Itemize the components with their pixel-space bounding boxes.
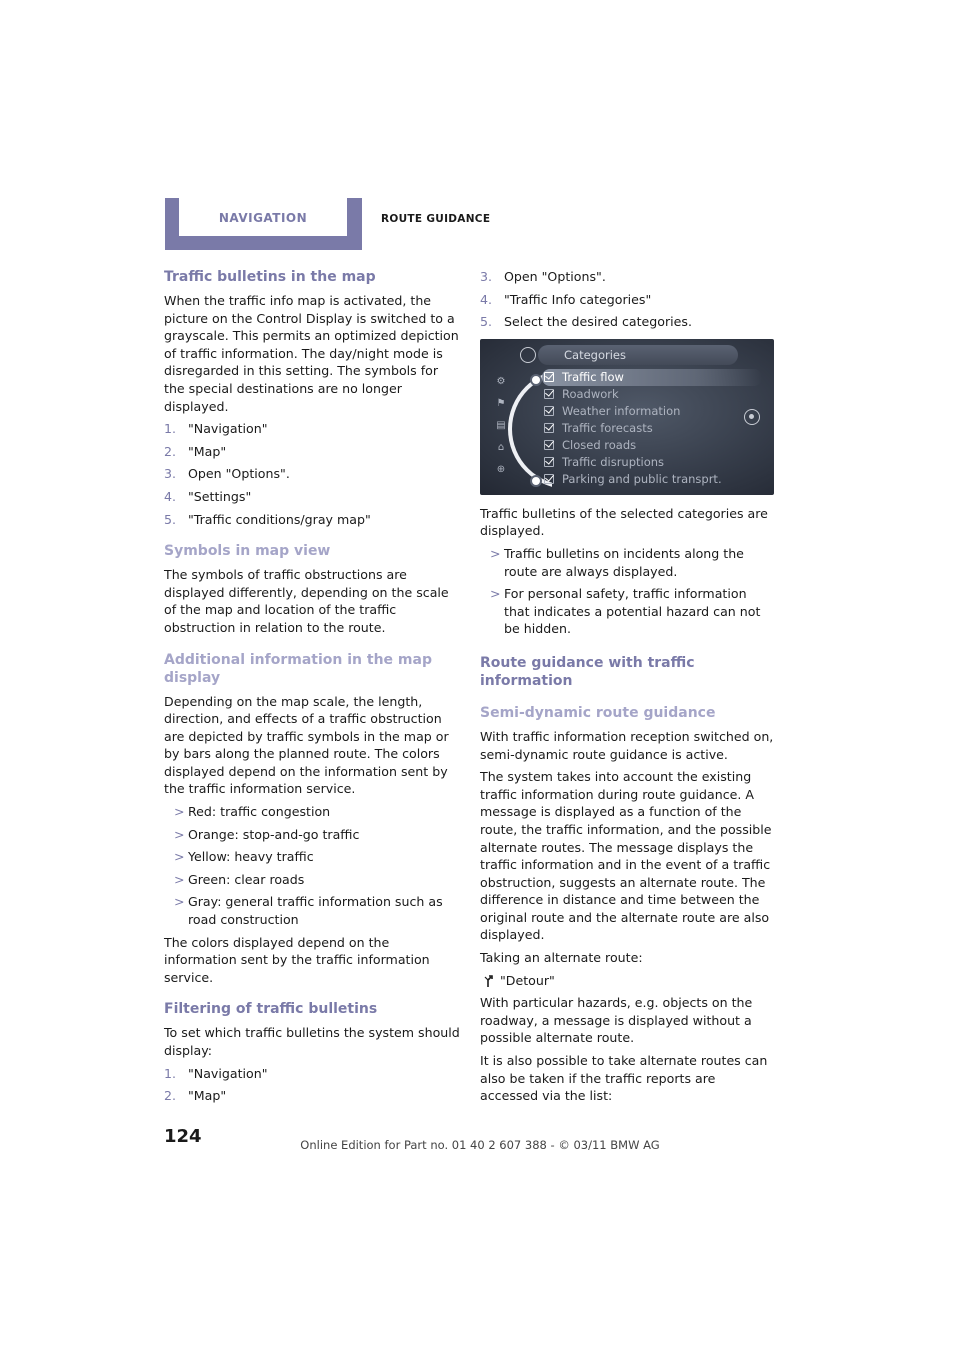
bullet-marker: >	[174, 849, 185, 865]
list-item	[164, 488, 460, 506]
steps-list	[164, 1065, 460, 1105]
list-item	[164, 465, 460, 483]
list-item	[164, 871, 460, 889]
step-text: "Traffic conditions/gray map"	[188, 511, 371, 527]
checkbox-icon	[544, 457, 554, 467]
bullet-marker: >	[174, 826, 185, 842]
step-text: "Settings"	[188, 488, 252, 504]
list-item	[164, 826, 460, 844]
list-item	[480, 313, 776, 331]
side-icon: ⌂	[497, 441, 505, 453]
paragraph: It is also possible to take alternate routes can also be taken if the traffic reports are accessed via the list:	[480, 1053, 768, 1104]
list-item	[164, 1065, 460, 1083]
paragraph: Depending on the map scale, the length, direction, and effects of a traffic obstruction are depicted by traffic symbols in the map or by bars along the planned route. The colors displayed depend on the information sent by the traffic information service.	[164, 693, 449, 797]
controller-knob-bottom	[530, 475, 542, 487]
section-filtering	[164, 1000, 460, 1104]
checkbox-icon	[544, 474, 554, 484]
list-item	[164, 803, 460, 821]
section-additional-info	[164, 651, 460, 987]
paragraph: When the traffic info map is activated, the picture on the Control Display is switched to a grayscale. This permits an optimized depiction of traffic information. The day/night mode is disregarded in this setting. The symbols for the special destinations are no longer displayed.	[164, 293, 459, 414]
section-tag: NAVIGATION	[218, 211, 308, 225]
step-number: 1.	[164, 421, 177, 437]
heading-route-guidance-traffic: Route guidance with traffic information	[480, 654, 695, 689]
side-icon: ⚙	[496, 375, 506, 387]
options-icon	[744, 409, 760, 425]
step-text: Open "Options".	[504, 269, 606, 284]
bullet-list	[480, 545, 776, 638]
detour-label: "Detour"	[500, 972, 555, 988]
bullet-text: Gray: general traffic information such as road construction	[188, 894, 443, 928]
category-item[interactable]	[542, 437, 762, 454]
category-label: Traffic flow	[562, 369, 624, 384]
paragraph: Taking an alternate route:	[480, 950, 643, 966]
category-label: Parking and public transprt.	[562, 471, 722, 486]
side-icon: ▤	[496, 419, 506, 431]
step-number: 1.	[164, 1065, 177, 1081]
bullet-text: Traffic bulletins on incidents along the route are always displayed.	[504, 545, 744, 579]
list-item	[164, 420, 460, 438]
category-item[interactable]	[542, 403, 762, 420]
list-item	[164, 893, 460, 928]
step-text: Open "Options".	[188, 466, 290, 482]
list-item	[480, 268, 776, 286]
category-label: Traffic disruptions	[562, 454, 665, 469]
category-item[interactable]	[542, 420, 762, 437]
bullet-text: Red: traffic congestion	[188, 804, 331, 820]
category-list	[542, 369, 762, 488]
step-number: 3.	[480, 269, 493, 284]
step-text: "Map"	[188, 443, 227, 459]
step-text: "Traffic Info categories"	[504, 291, 652, 307]
paragraph: Traffic bulletins of the selected categories are displayed.	[480, 505, 768, 539]
bullet-marker: >	[174, 871, 185, 887]
bullet-marker: >	[174, 894, 185, 910]
step-text: Select the desired categories.	[504, 314, 692, 330]
paragraph: To set which traffic bulletins the system should display:	[164, 1025, 460, 1058]
heading-filtering: Filtering of traffic bulletins	[164, 1001, 378, 1018]
list-item	[164, 443, 460, 461]
section-symbols-map-view	[164, 542, 460, 636]
heading-symbols-map-view: Symbols in map view	[164, 543, 331, 560]
chapter-tag: ROUTE GUIDANCE	[381, 213, 491, 225]
bullet-marker: >	[490, 586, 501, 602]
list-item	[164, 1087, 460, 1105]
bullet-text: Yellow: heavy traffic	[188, 849, 314, 865]
category-label: Roadwork	[562, 386, 619, 401]
list-item	[164, 848, 460, 866]
checkbox-icon	[544, 440, 554, 450]
heading-additional-info: Additional information in the map display	[164, 651, 432, 686]
checkbox-icon	[544, 372, 554, 382]
section-semi-dynamic	[480, 704, 776, 1105]
controller-knob-top	[530, 374, 542, 386]
steps-list	[480, 268, 776, 331]
step-number: 3.	[164, 466, 177, 482]
checkbox-icon	[544, 389, 554, 399]
section-route-guidance-traffic	[480, 654, 776, 690]
bullet-text: For personal safety, traffic information that indicates a potential hazard can not be hidden.	[504, 586, 761, 637]
section-traffic-bulletins-map	[164, 268, 460, 528]
bullet-marker: >	[174, 804, 185, 820]
category-item[interactable]	[542, 386, 762, 403]
checkbox-icon	[544, 423, 554, 433]
side-icon: ⚑	[496, 397, 506, 409]
step-text: "Map"	[188, 1088, 227, 1104]
color-bullet-list	[164, 803, 460, 929]
screen-title: Categories	[538, 345, 738, 365]
paragraph: With traffic information reception switched on, semi-dynamic route guidance is active.	[480, 728, 774, 762]
back-icon	[520, 347, 536, 363]
list-item	[480, 545, 776, 580]
heading-traffic-bulletins-map: Traffic bulletins in the map	[164, 269, 376, 285]
control-display-screenshot	[480, 339, 774, 495]
paragraph: The symbols of traffic obstructions are displayed differently, depending on the scale of the map and location of the traffic obstruction in relation to the route.	[164, 567, 449, 635]
footer-edition-note: Online Edition for Part no. 01 40 2 607 388 - © 03/11 BMW AG	[300, 1138, 660, 1152]
checkbox-icon	[544, 406, 554, 416]
left-column	[164, 268, 460, 1119]
paragraph: The system takes into account the existing traffic information during route guidance. A message is displayed as a function of the route, the traffic information, and the possible alternate routes. The message displays the traffic information and in the event of a traffic obstruction, suggests an alternate route. The difference in distance and time between the original route and the alternate route are also displayed.	[480, 769, 772, 943]
list-item	[480, 585, 776, 638]
category-item[interactable]	[542, 454, 762, 471]
bullet-marker: >	[490, 545, 501, 561]
step-number: 4.	[480, 291, 493, 307]
step-number: 2.	[164, 443, 177, 459]
step-number: 4.	[164, 488, 177, 504]
right-column	[480, 268, 776, 1119]
category-item[interactable]	[542, 471, 762, 488]
paragraph: The colors displayed depend on the information sent by the traffic information service.	[164, 934, 430, 985]
step-number: 5.	[480, 314, 493, 330]
category-item[interactable]	[542, 369, 762, 386]
step-text: "Navigation"	[188, 421, 268, 437]
category-label: Closed roads	[562, 437, 637, 452]
step-number: 5.	[164, 511, 177, 527]
list-item	[164, 511, 460, 529]
steps-list	[164, 420, 460, 528]
step-number: 2.	[164, 1088, 177, 1104]
detour-icon	[482, 974, 494, 988]
category-label: Traffic forecasts	[562, 420, 653, 435]
side-icon: ⊕	[496, 463, 506, 475]
step-text: "Navigation"	[188, 1065, 268, 1081]
bullet-text: Orange: stop-and-go traffic	[188, 826, 360, 842]
heading-semi-dynamic: Semi-dynamic route guidance	[480, 704, 716, 721]
bullet-text: Green: clear roads	[188, 871, 305, 887]
list-item	[480, 291, 776, 309]
detour-option	[480, 972, 776, 990]
page-number: 124	[164, 1126, 202, 1147]
category-label: Weather information	[562, 403, 681, 418]
paragraph: With particular hazards, e.g. objects on the roadway, a message is displayed without a possible alternate route.	[480, 995, 753, 1046]
